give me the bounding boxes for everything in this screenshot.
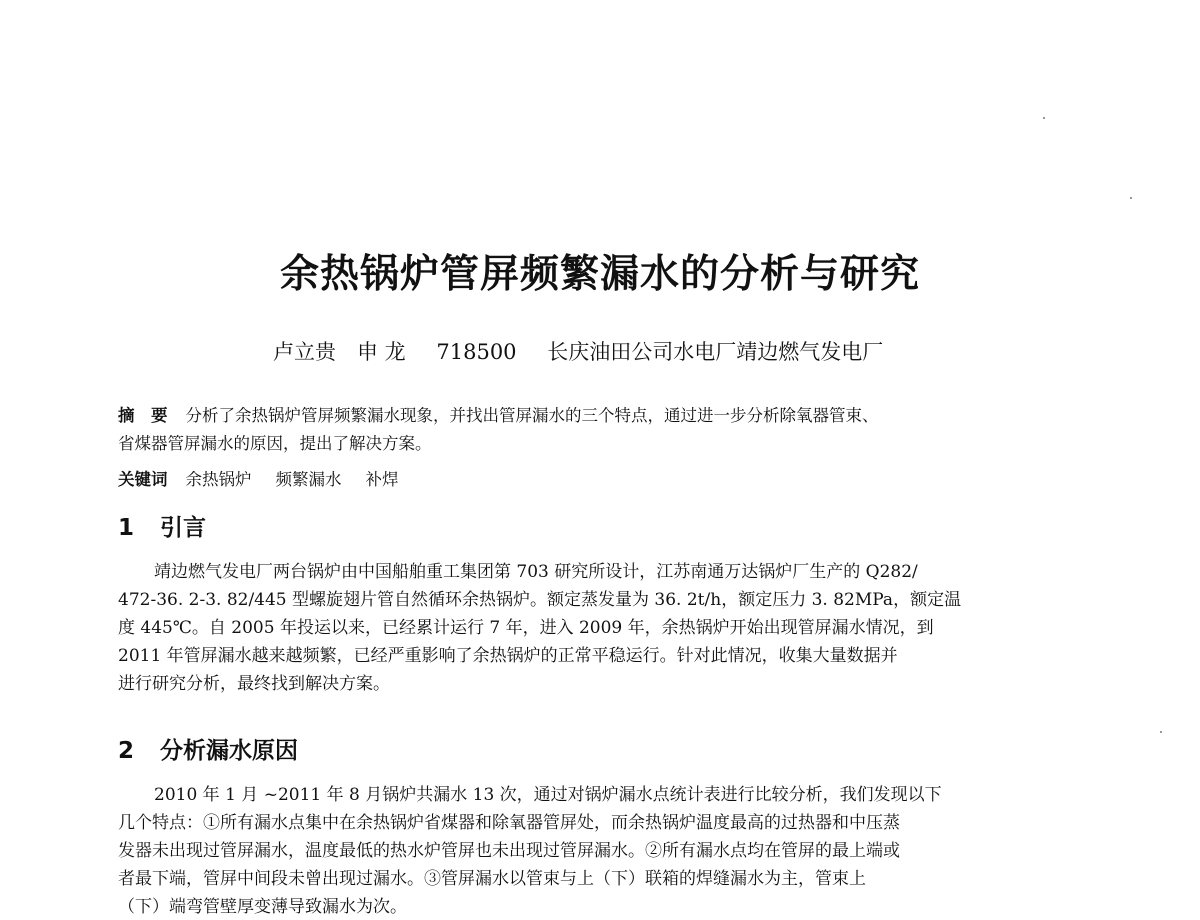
abstract — [118, 402, 1098, 458]
section-title: 引言 — [160, 515, 206, 541]
paragraph-line: 几个特点：①所有漏水点集中在余热锅炉省煤器和除氧器管屏处，而余热锅炉温度最高的过热器和中压蒸 — [118, 813, 900, 833]
paragraph-line: 度 445℃。自 2005 年投运以来，已经累计运行 7 年，进入 2009 年，余热锅炉开始出现管屏漏水情况，到 — [118, 618, 934, 638]
section-paragraph — [118, 558, 1098, 698]
section-heading — [118, 509, 206, 542]
paragraph-line: （下）端弯管壁厚变薄导致漏水为次。 — [118, 897, 407, 917]
paragraph-line: 者最下端，管屏中间段未曾出现过漏水。③管屏漏水以管束与上（下）联箱的焊缝漏水为主，管束上 — [118, 869, 866, 889]
author-names: 卢立贵 申 龙 — [273, 340, 406, 364]
keyword-item: 频繁漏水 — [275, 470, 342, 489]
paragraph-line: 发器未出现过管屏漏水，温度最低的热水炉管屏也未出现过管屏漏水。②所有漏水点均在管屏的最上端或 — [118, 841, 900, 861]
paragraph-line: 2011 年管屏漏水越来越频繁，已经严重影响了余热锅炉的正常平稳运行。针对此情况，收集大量数据并 — [118, 646, 898, 666]
keywords-label: 关键词 — [118, 470, 168, 489]
author-affiliation: 长庆油田公司水电厂靖边燃气发电厂 — [547, 340, 884, 364]
abstract-text-line: 分析了余热锅炉管屏频繁漏水现象，并找出管屏漏水的三个特点，通过进一步分析除氧器管束、 — [185, 406, 879, 425]
paragraph-line: 472-36. 2-3. 82/445 型螺旋翅片管自然循环余热锅炉。额定蒸发量为 36. 2t/h，额定压力 3. 82MPa，额定温 — [118, 590, 962, 610]
author-postcode: 718500 — [436, 340, 517, 364]
paper-title: 余热锅炉管屏频繁漏水的分析与研究 — [279, 252, 920, 297]
scan-speck — [1130, 197, 1132, 199]
scan-speck — [1160, 731, 1162, 733]
section-number: 2 — [118, 738, 135, 764]
paragraph-line: 2010 年 1 月 ~2011 年 8 月锅炉共漏水 13 次，通过对锅炉漏水点统计表进行比较分析，我们发现以下 — [154, 785, 942, 805]
section-paragraph — [118, 781, 1098, 920]
section-title: 分析漏水原因 — [160, 738, 298, 764]
section-heading — [118, 732, 298, 765]
section-number: 1 — [118, 515, 135, 541]
paragraph-line: 靖边燃气发电厂两台锅炉由中国船舶重工集团第 703 研究所设计，江苏南通万达锅炉厂生产的 Q282/ — [154, 562, 918, 582]
author-line — [273, 336, 993, 366]
keyword-item: 余热锅炉 — [185, 470, 252, 489]
keyword-item: 补焊 — [365, 470, 399, 489]
abstract-label: 摘 要 — [118, 406, 168, 425]
abstract-text-line: 省煤器管屏漏水的原因，提出了解决方案。 — [118, 434, 432, 453]
paragraph-line: 进行研究分析，最终找到解决方案。 — [118, 674, 390, 694]
scan-speck — [1043, 117, 1045, 119]
keywords — [118, 466, 1018, 490]
